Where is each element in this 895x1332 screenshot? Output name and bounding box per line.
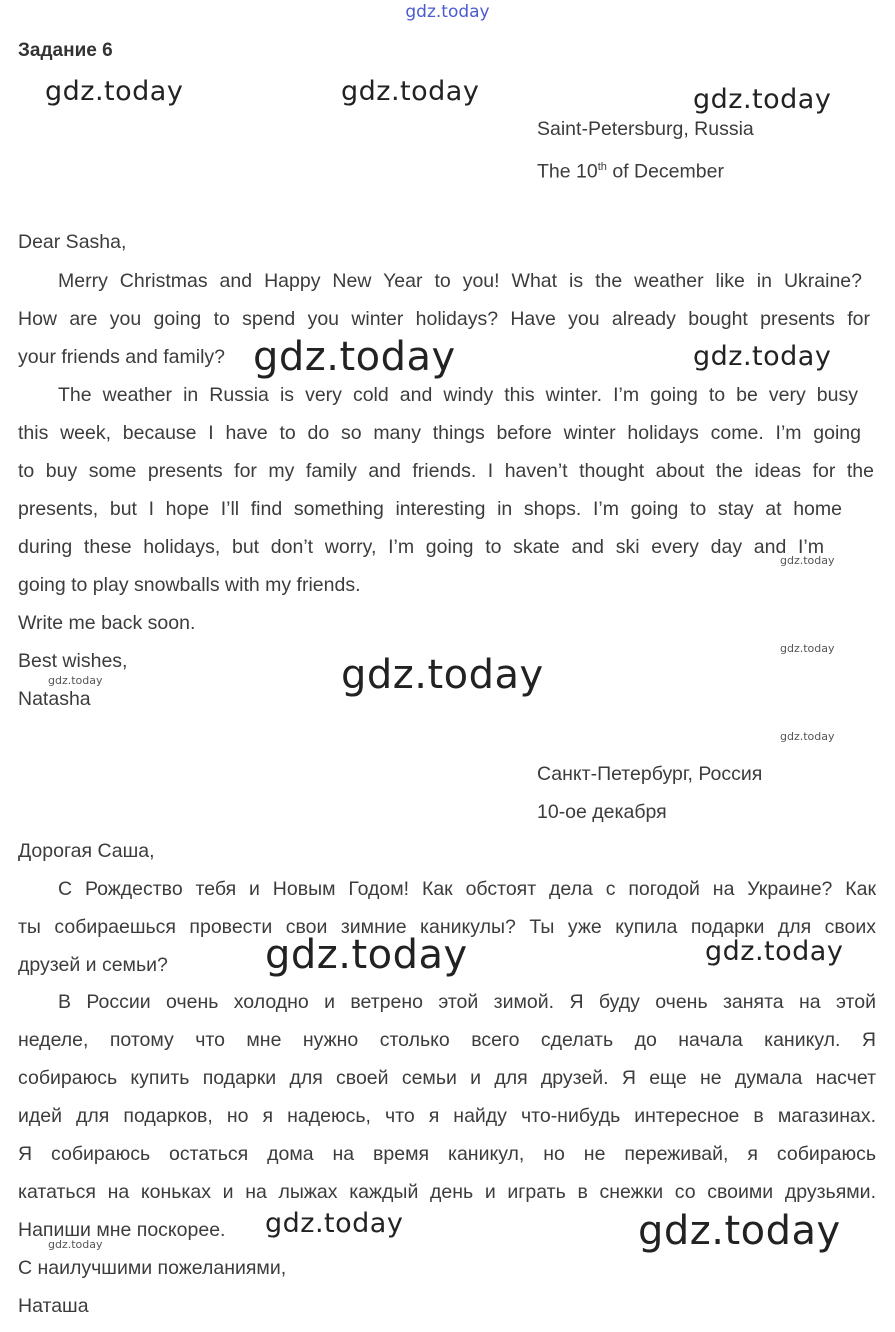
watermark: gdz.today (780, 730, 835, 743)
paragraph-ru-line: неделе, потому что мне нужно столько всего сделать до начала каникул. Я (18, 1029, 876, 1051)
address-city-ru: Санкт-Петербург, Россия (537, 763, 763, 785)
paragraph-en-line: going to play snowballs with my friends. (18, 574, 361, 596)
paragraph-en-line: during these holidays, but don’t worry, I’m going to skate and ski every day and I’m (18, 536, 824, 558)
date-en-suffix: of December (606, 160, 724, 183)
watermark: gdz.today (45, 76, 184, 107)
watermark: gdz.today (48, 1238, 103, 1251)
paragraph-en-line: How are you going to spend you winter holidays? Have you already bought presents for (18, 308, 870, 330)
closing-request-ru: Напиши мне поскорее. (18, 1219, 226, 1241)
watermark: gdz.today (780, 642, 835, 655)
paragraph-en-line: to buy some presents for my family and friends. I haven’t thought about the ideas for the (18, 460, 874, 482)
paragraph-ru-line: друзей и семьи? (18, 954, 168, 976)
greeting-ru: Дорогая Саша, (18, 840, 155, 862)
paragraph-ru-line: Я собираюсь остаться дома на время каникул, но не переживай, я собираюсь (18, 1143, 876, 1165)
task-title: Задание 6 (18, 40, 113, 61)
watermark: gdz.today (780, 554, 835, 567)
signature-ru: Наташа (18, 1295, 89, 1317)
paragraph-ru-line: собираюсь купить подарки для своей семьи и для друзей. Я еще не думала насчет (18, 1067, 876, 1089)
paragraph-ru-line: идей для подарков, но я надеюсь, что я найду что-нибудь интересное в магазинах. (18, 1105, 876, 1127)
paragraph-ru-line: С Рождество тебя и Новым Годом! Как обстоят дела с погодой на Украине? Как (58, 878, 876, 900)
paragraph-ru-line: ты собираешься провести свои зимние каникулы? Ты уже купила подарки для своих (18, 916, 876, 938)
paragraph-en-line: presents, but I hope I’ll find something interesting in shops. I’m going to stay at home (18, 498, 842, 520)
watermark: gdz.today (48, 674, 103, 687)
watermark: gdz.today (638, 1208, 841, 1254)
date-ru: 10-ое декабря (537, 801, 667, 823)
watermark: gdz.today (265, 1208, 404, 1239)
watermark: gdz.today (693, 341, 832, 372)
paragraph-en-line: The weather in Russia is very cold and windy this winter. I’m going to be very busy (58, 384, 858, 406)
watermark: gdz.today (341, 652, 544, 698)
date-en-prefix: The 10 (537, 160, 598, 183)
closing-request-en: Write me back soon. (18, 612, 196, 634)
address-city-en: Saint-Petersburg, Russia (537, 118, 754, 140)
watermark: gdz.today (693, 84, 832, 115)
paragraph-en-line: your friends and family? (18, 346, 226, 368)
paragraph-ru-line: кататься на коньках и на лыжах каждый день и играть в снежки со своими друзьями. (18, 1181, 876, 1203)
signature-en: Natasha (18, 688, 91, 710)
paragraph-en-line: this week, because I have to do so many things before winter holidays come. I’m going (18, 422, 861, 444)
watermark: gdz.today (265, 932, 468, 978)
paragraph-ru-line: В России очень холодно и ветрено этой зимой. Я буду очень занята на этой (58, 991, 876, 1013)
date-en (537, 155, 724, 184)
sign-off-ru: С наилучшими пожеланиями, (18, 1257, 287, 1279)
watermark: gdz.today (341, 76, 480, 107)
paragraph-en-line: Merry Christmas and Happy New Year to you! What is the weather like in Ukraine? (58, 270, 862, 292)
date-en-sup: th (597, 161, 607, 173)
watermark: gdz.today (705, 936, 844, 967)
watermark: gdz.today (253, 334, 456, 380)
watermark-top: gdz.today (405, 2, 490, 22)
greeting-en: Dear Sasha, (18, 231, 127, 253)
sign-off-en: Best wishes, (18, 650, 128, 672)
